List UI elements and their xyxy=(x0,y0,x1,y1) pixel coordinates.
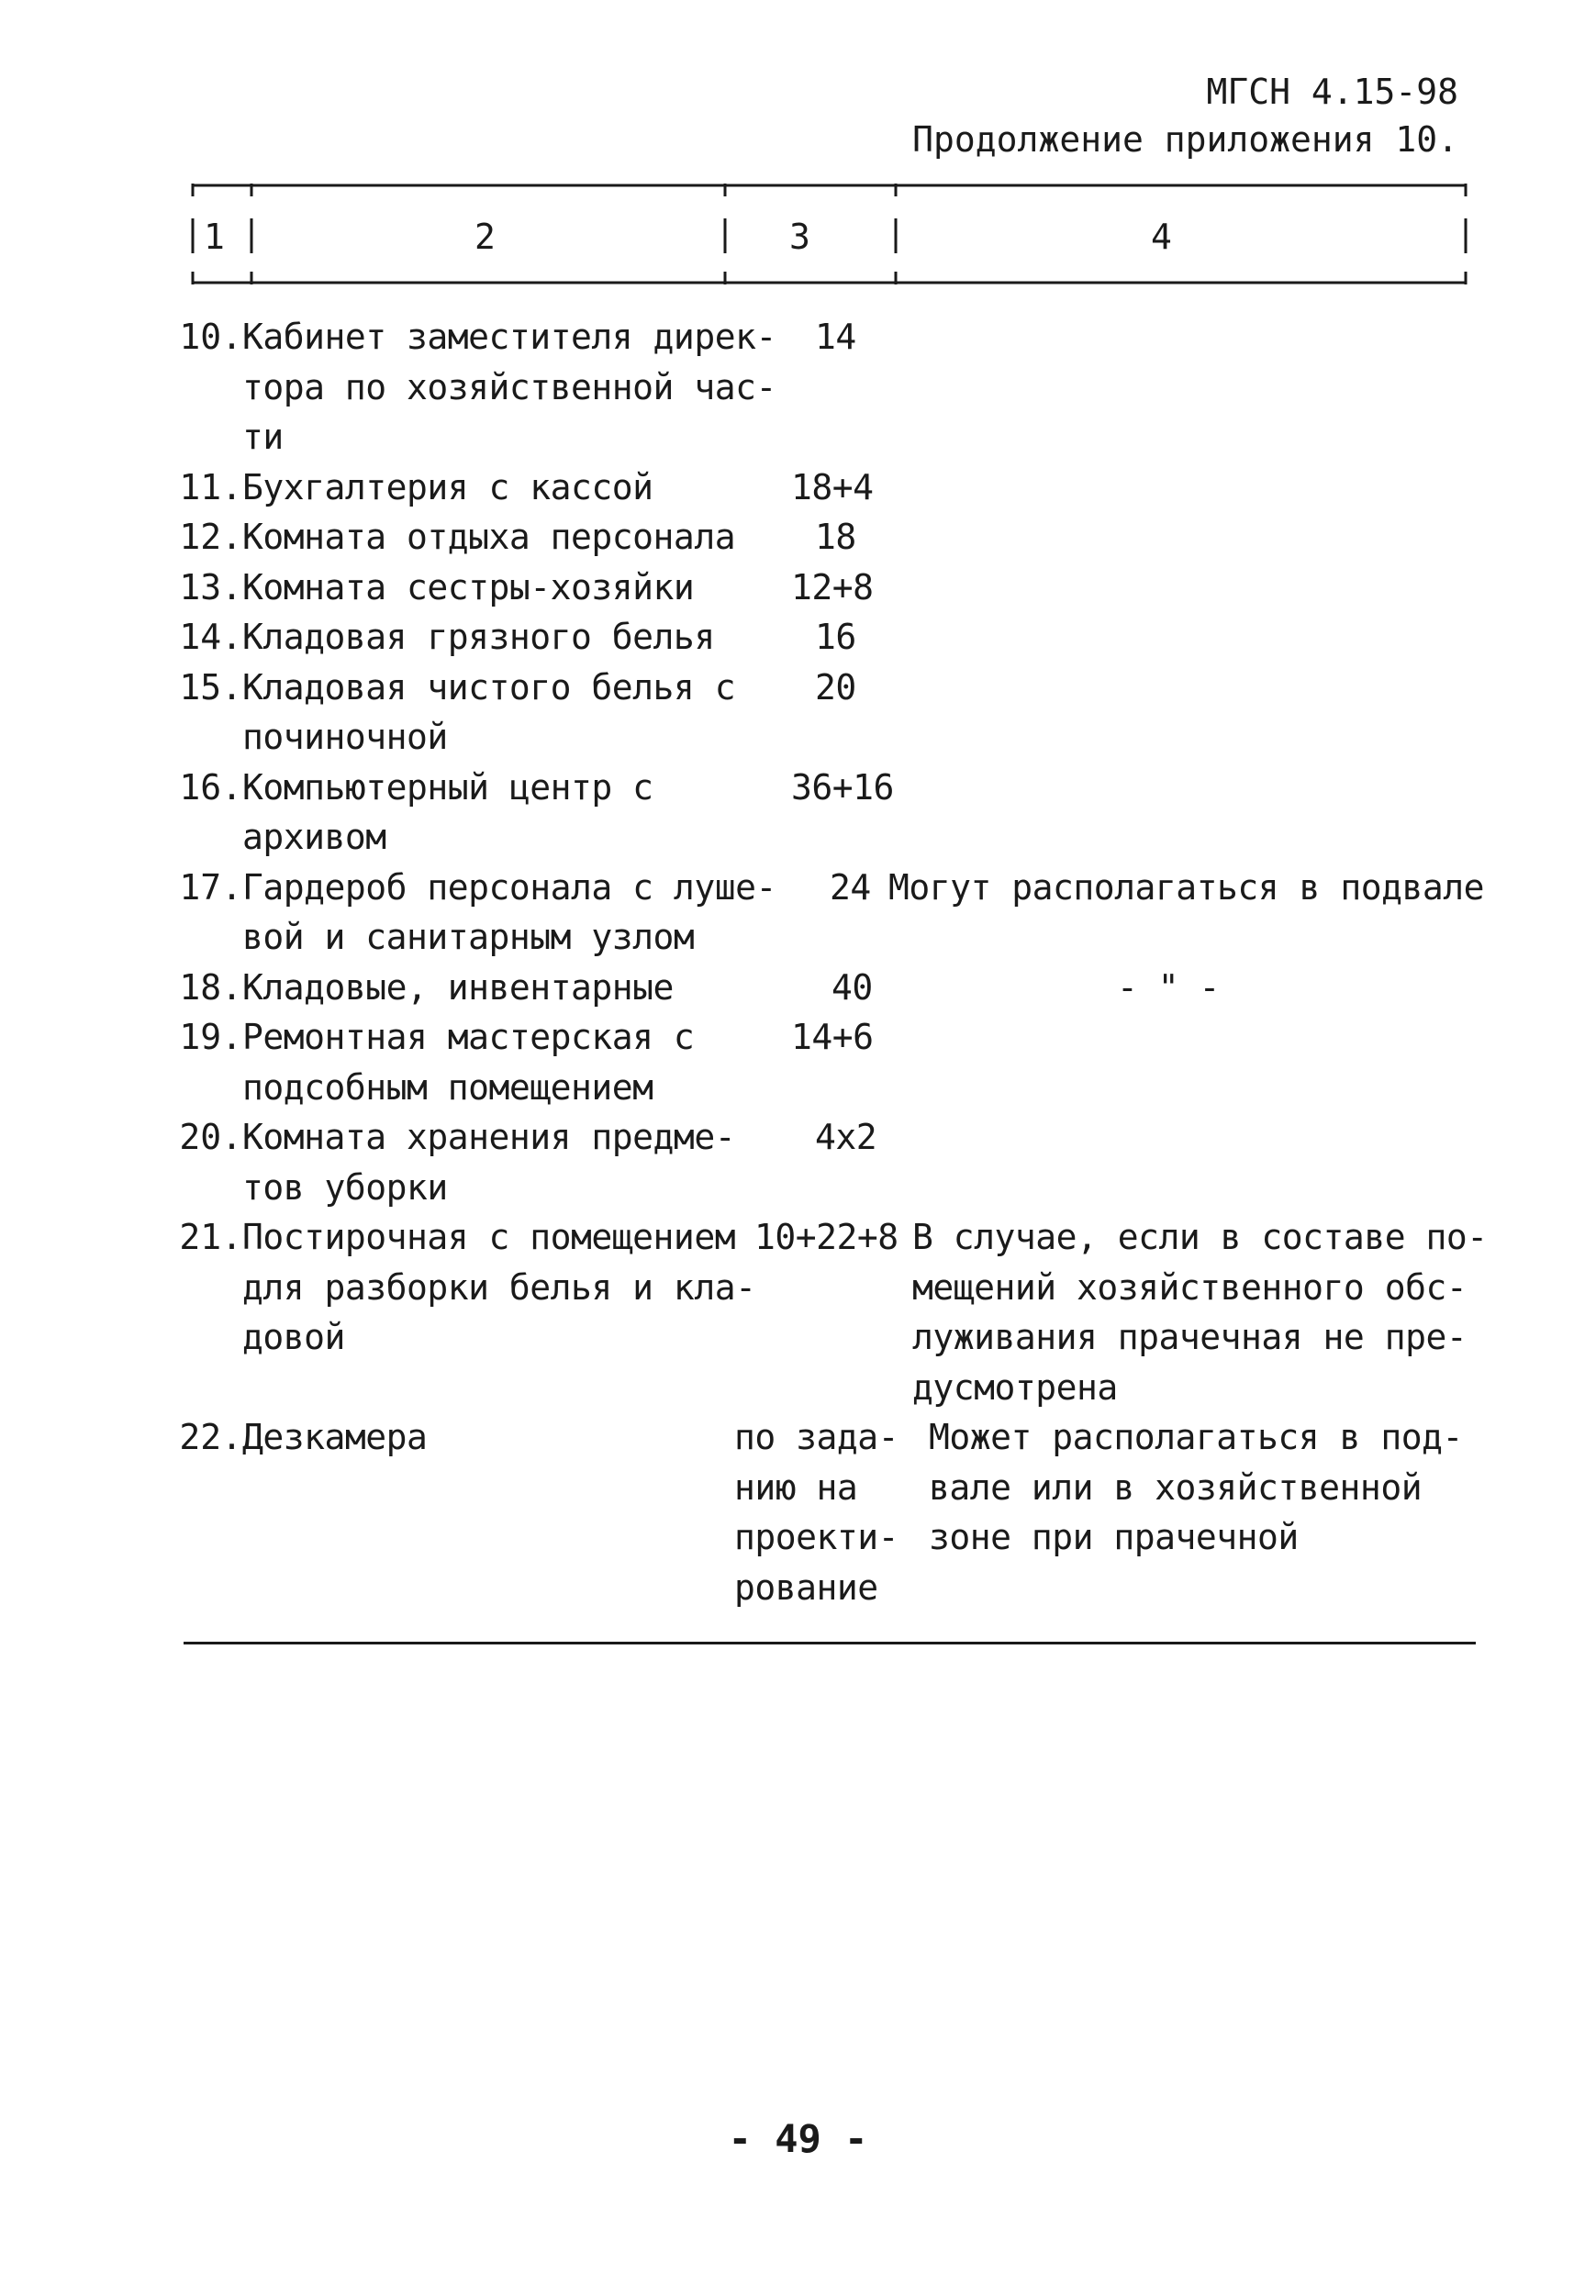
room-area xyxy=(734,1412,918,1612)
appendix-continuation: Продолжение приложения 10. xyxy=(912,119,1458,160)
row-number: 21. xyxy=(179,1217,242,1257)
room-name-line: Кладовая чистого белья с xyxy=(242,666,736,708)
row-number: 10. xyxy=(179,317,242,357)
room-area xyxy=(815,312,999,362)
table-row xyxy=(0,1012,1596,1112)
room-name xyxy=(242,963,756,1013)
room-name xyxy=(242,1112,756,1212)
room-area xyxy=(791,563,975,613)
room-name-line: Компьютерный центр с xyxy=(242,766,653,808)
room-name-line: Постирочная с помещением xyxy=(242,1217,736,1257)
room-area xyxy=(815,612,999,663)
table-row xyxy=(0,512,1596,563)
room-name-line: Комната отдыха персонала xyxy=(242,517,736,557)
room-name-line: довой xyxy=(242,1317,345,1357)
room-name-line: ти xyxy=(242,417,284,457)
page-number: - 49 - xyxy=(728,2116,868,2161)
room-area-line: по зада- xyxy=(734,1417,899,1457)
room-name xyxy=(242,512,756,563)
room-note-line: В случае, если в составе по- xyxy=(912,1217,1488,1257)
column-number-2: 2 xyxy=(474,217,496,257)
table-row xyxy=(0,863,1596,963)
room-area-line: 14 xyxy=(815,317,856,357)
room-name xyxy=(242,1412,756,1463)
room-note xyxy=(912,1212,1500,1412)
room-area-line: 18 xyxy=(815,517,856,557)
room-name xyxy=(242,463,756,513)
room-name-line: тора по хозяйственной час- xyxy=(242,366,776,407)
table-row xyxy=(0,463,1596,513)
row-number: 20. xyxy=(179,1117,242,1157)
room-area-line: 20 xyxy=(815,666,856,708)
column-number-1: 1 xyxy=(204,217,225,257)
column-number-3: 3 xyxy=(789,217,810,257)
room-note-line: зоне при прачечной xyxy=(929,1517,1299,1557)
room-area xyxy=(754,1212,938,1263)
room-area-line: 16 xyxy=(815,617,856,657)
table-row xyxy=(0,1412,1596,1612)
room-area-line: 18+4 xyxy=(791,466,874,507)
room-name xyxy=(242,1012,756,1112)
table-row xyxy=(0,963,1596,1013)
room-name xyxy=(242,763,756,863)
room-area-line: 24 xyxy=(830,866,871,908)
room-note-line: вале или в хозяйственной xyxy=(929,1466,1423,1508)
document-code: МГСН 4.15-98 xyxy=(1206,72,1458,112)
room-area xyxy=(791,1012,975,1063)
room-name xyxy=(242,663,756,763)
room-name-line: для разборки белья и кла- xyxy=(242,1266,756,1308)
row-number: 18. xyxy=(179,966,242,1008)
table-row xyxy=(0,563,1596,613)
row-number: 13. xyxy=(179,566,242,607)
room-area-line: 36+16 xyxy=(791,766,894,808)
room-area xyxy=(791,463,975,513)
room-note xyxy=(888,963,1448,1013)
row-number: 11. xyxy=(179,466,242,507)
room-note-line: луживания прачечная не пре- xyxy=(912,1317,1468,1357)
room-area xyxy=(815,512,999,563)
table-row xyxy=(0,612,1596,663)
room-name-line: Бухгалтерия с кассой xyxy=(242,466,653,507)
room-name-line: вой и санитарным узлом xyxy=(242,917,695,957)
table-row xyxy=(0,1212,1596,1412)
row-number: 19. xyxy=(179,1017,242,1057)
room-name-line: Дезкамера xyxy=(242,1417,428,1457)
room-name xyxy=(242,312,776,463)
room-name-line: Кладовая грязного белья xyxy=(242,617,715,657)
table-row xyxy=(0,1112,1596,1212)
room-name-line: архивом xyxy=(242,817,386,857)
room-name-line: Гардероб персонала с луше- xyxy=(242,866,776,908)
row-number: 14. xyxy=(179,617,242,657)
room-name-line: Ремонтная мастерская с xyxy=(242,1017,695,1057)
room-area xyxy=(815,1112,999,1163)
row-number: 12. xyxy=(179,517,242,557)
table-row xyxy=(0,663,1596,763)
room-area-line: 10+22+8 xyxy=(754,1217,898,1257)
row-number: 16. xyxy=(179,766,242,808)
row-number: 22. xyxy=(179,1417,242,1457)
room-name xyxy=(242,563,756,613)
room-note-line: дусмотрена xyxy=(912,1366,1118,1408)
room-name-line: Комната хранения предме- xyxy=(242,1117,736,1157)
room-note xyxy=(929,1412,1516,1563)
room-note-line: - " - xyxy=(1117,966,1220,1008)
row-number: 17. xyxy=(179,866,242,908)
room-note-line: Может располагаться в под- xyxy=(929,1417,1463,1457)
room-area-line: рование xyxy=(734,1566,878,1608)
column-number-4: 4 xyxy=(1151,217,1172,257)
table-row xyxy=(0,763,1596,863)
room-name-line: подсобным помещением xyxy=(242,1066,653,1108)
room-area-line: 14+6 xyxy=(791,1017,874,1057)
room-name-line: починочной xyxy=(242,717,448,757)
room-area-line: нию на xyxy=(734,1466,858,1508)
room-name-line: Комната сестры-хозяйки xyxy=(242,566,695,607)
room-name-line: Кабинет заместителя дирек- xyxy=(242,317,776,357)
room-area-line: проекти- xyxy=(734,1517,899,1557)
room-note-line: Могут располагаться в подвале xyxy=(888,866,1484,908)
room-name-line: тов уборки xyxy=(242,1166,448,1208)
room-name xyxy=(242,1212,756,1363)
row-number: 15. xyxy=(179,666,242,708)
table-row xyxy=(0,312,1596,463)
table-bottom-rule xyxy=(184,1642,1476,1644)
room-area-line: 40 xyxy=(831,966,873,1008)
room-note xyxy=(888,863,1484,913)
room-note-line: мещений хозяйственного обс- xyxy=(912,1266,1468,1308)
room-name-line: Кладовые, инвентарные xyxy=(242,966,674,1008)
room-name xyxy=(242,863,776,963)
room-area-line: 4х2 xyxy=(815,1117,877,1157)
room-area xyxy=(791,763,975,813)
room-area-line: 12+8 xyxy=(791,566,874,607)
room-area xyxy=(815,663,999,713)
room-name xyxy=(242,612,756,663)
